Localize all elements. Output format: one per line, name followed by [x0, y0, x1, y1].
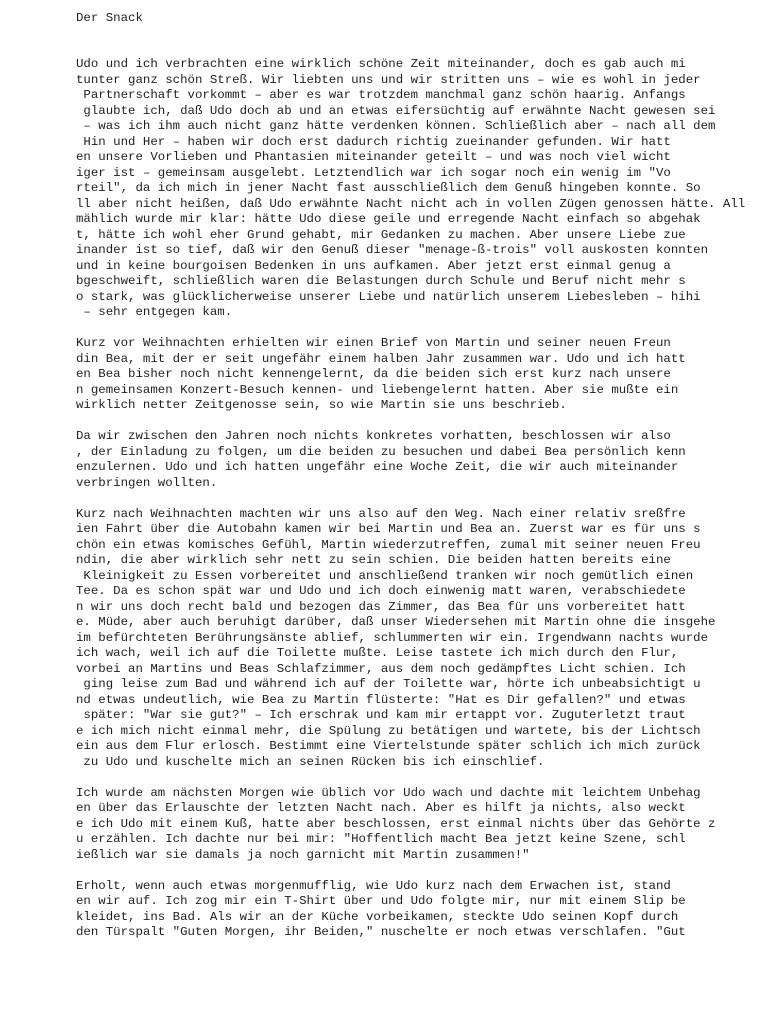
text-line: kleidet, ins Bad. Als wir an der Küche vorbeikamen, steckte Udo seinen Kopf durch [76, 909, 679, 924]
text-line: en wir auf. Ich zog mir ein T-Shirt über und Udo folgte mir, nur mit einem Slip be [76, 894, 686, 908]
text-line: enzulernen. Udo und ich hatten ungefähr eine Woche Zeit, die wir auch miteinander [76, 460, 679, 474]
text-line: en über das Erlauschte der letzten Nacht nach. Aber es hilft ja nichts, also weckt [76, 801, 686, 815]
paragraph [76, 57, 766, 321]
text-line: glaubte ich, daß Udo doch ab und an etwas eifersüchtig auf erwähnte Nacht gewesen sei [76, 103, 716, 118]
text-line: o stark, was glücklicherweise unserer Liebe und natürlich unserem Liebesleben – hihi [76, 289, 701, 304]
text-line: Kurz vor Weihnachten erhielten wir einen Brief von Martin und seiner neuen Freun [76, 336, 671, 350]
text-line: Partnerschaft vorkommt – aber es war trotzdem manchmal ganz schön haarig. Anfangs [76, 88, 686, 102]
text-line: nd etwas undeutlich, wie Bea zu Martin flüsterte: "Hat es Dir gefallen?" und etwas [76, 692, 686, 707]
text-line: u erzählen. Ich dachte nur bei mir: "Hoffentlich macht Bea jetzt keine Szene, schl [76, 832, 686, 846]
text-line: t, hätte ich wohl eher Grund gehabt, mir Gedanken zu machen. Aber unsere Liebe zue [76, 227, 686, 242]
text-line: ich wach, weil ich auf die Toilette mußte. Leise tastete ich mich durch den Flur, [76, 646, 679, 660]
text-line: Kleinigkeit zu Essen vorbereitet und anschließend tranken wir noch gemütlich einen [76, 568, 694, 583]
text-line: ießlich war sie damals ja noch garnicht mit Martin zusammen!" [76, 847, 530, 862]
text-line: tunter ganz schön Streß. Wir liebten uns und wir stritten uns – wie es wohl in jeder [76, 72, 701, 87]
text-line: zu Udo und kuschelte mich an seinen Rücken bis ich einschlief. [76, 754, 545, 769]
text-line: – was ich ihm auch nicht ganz hätte verdenken können. Schließlich aber – nach all dem [76, 119, 716, 133]
text-line: e. Müde, aber auch beruhigt darüber, daß unser Wiedersehen mit Martin ohne die insgehe [76, 615, 716, 629]
text-line: ndin, die aber wirklich sehr nett zu sein schien. Die beiden hatten bereits eine [76, 553, 671, 567]
text-line: mählich wurde mir klar: hätte Udo diese geile und erregende Nacht einfach so abgehak [76, 212, 701, 226]
text-line: vorbei an Martins und Beas Schlafzimmer, aus dem noch gedämpftes Licht schien. Ich [76, 661, 686, 676]
text-line: ll aber nicht heißen, daß Udo erwähnte Nacht nicht ach in vollen Zügen genossen hätte. All [76, 196, 746, 211]
text-line: Da wir zwischen den Jahren noch nichts konkretes vorhatten, beschlossen wir also [76, 429, 671, 443]
text-line: din Bea, mit der er seit ungefähr einem halben Jahr zusammen war. Udo und ich hatt [76, 351, 686, 366]
paragraph [76, 507, 766, 771]
text-line: n gemeinsamen Konzert-Besuch kennen- und liebengelernt hatten. Aber sie mußte ein [76, 382, 679, 397]
text-line: rteil", da ich mich in jener Nacht fast ausschließlich dem Genuß hingeben konnte. So [76, 181, 701, 195]
text-line: en unsere Vorlieben und Phantasien miteinander geteilt – und was noch viel wicht [76, 150, 671, 164]
text-line: bgeschweift, schließlich waren die Belastungen durch Schule und Beruf nicht mehr s [76, 274, 686, 288]
text-line: später: "War sie gut?" – Ich erschrak und kam mir ertappt vor. Zuguterletzt traut [76, 708, 686, 722]
text-line: den Türspalt "Guten Morgen, ihr Beiden," nuschelte er noch etwas verschlafen. "Gut [76, 925, 686, 939]
text-line: ien Fahrt über die Autobahn kamen wir bei Martin und Bea an. Zuerst war es für uns s [76, 522, 701, 536]
text-line: ein aus dem Flur erlosch. Bestimmt eine Viertelstunde später schlich ich mich zurück [76, 739, 701, 753]
text-line: im befürchteten Berührungsänste ablief, schlummerten wir ein. Irgendwann nachts wurde [76, 630, 709, 645]
text-line: inander ist so tief, daß wir den Genuß dieser "menage-ß-trois" voll auskosten konnten [76, 243, 709, 257]
paragraph [76, 879, 766, 941]
text-line: Erholt, wenn auch etwas morgenmufflig, wie Udo kurz nach dem Erwachen ist, stand [76, 878, 671, 893]
text-line: chön ein etwas komisches Gefühl, Martin wiederzutreffen, zumal mit seiner neuen Freu [76, 537, 701, 552]
text-line: Ich wurde am nächsten Morgen wie üblich vor Udo wach und dachte mit leichtem Unbehag [76, 785, 701, 800]
text-line: Kurz nach Weihnachten machten wir uns also auf den Weg. Nach einer relativ sreßfre [76, 506, 686, 521]
text-line: e ich mich nicht einmal mehr, die Spülung zu betätigen und wartete, bis der Lichtsch [76, 723, 701, 738]
document-title: Der Snack [76, 11, 143, 25]
text-line: e ich Udo mit einem Kuß, hatte aber beschlossen, erst einmal nichts über das Gehörte z [76, 816, 716, 831]
text-line: und in keine bourgoisen Bedenken in uns aufkamen. Aber jetzt erst einmal genug a [76, 258, 671, 273]
text-line: – sehr entgegen kam. [76, 305, 233, 319]
text-line: ging leise zum Bad und während ich auf der Toilette war, hörte ich unbeabsichtigt u [76, 677, 701, 691]
text-line: wirklich netter Zeitgenosse sein, so wie Martin sie uns beschrieb. [76, 398, 567, 412]
paragraph [76, 336, 766, 414]
paragraph [76, 429, 766, 491]
text-line: Hin und Her – haben wir doch erst dadurch richtig zueinander gefunden. Wir hatt [76, 134, 671, 149]
text-line: Tee. Da es schon spät war und Udo und ich doch einwenig matt waren, verabschiedete [76, 584, 686, 598]
document-body [76, 57, 766, 956]
text-line: Udo und ich verbrachten eine wirklich schöne Zeit miteinander, doch es gab auch mi [76, 57, 686, 71]
text-line: , der Einladung zu folgen, um die beiden zu besuchen und dabei Bea persönlich kenn [76, 444, 686, 459]
paragraph [76, 786, 766, 864]
text-line: iger ist – gemeinsam ausgelebt. Letztendlich war ich sogar noch ein wenig im "Vo [76, 165, 671, 180]
text-line: en Bea bisher noch nicht kennengelernt, da die beiden sich erst kurz nach unsere [76, 367, 671, 381]
text-line: verbringen wollten. [76, 475, 218, 490]
text-line: n wir uns doch recht bald und bezogen das Zimmer, das Bea für uns vorbereitet hatt [76, 599, 686, 614]
